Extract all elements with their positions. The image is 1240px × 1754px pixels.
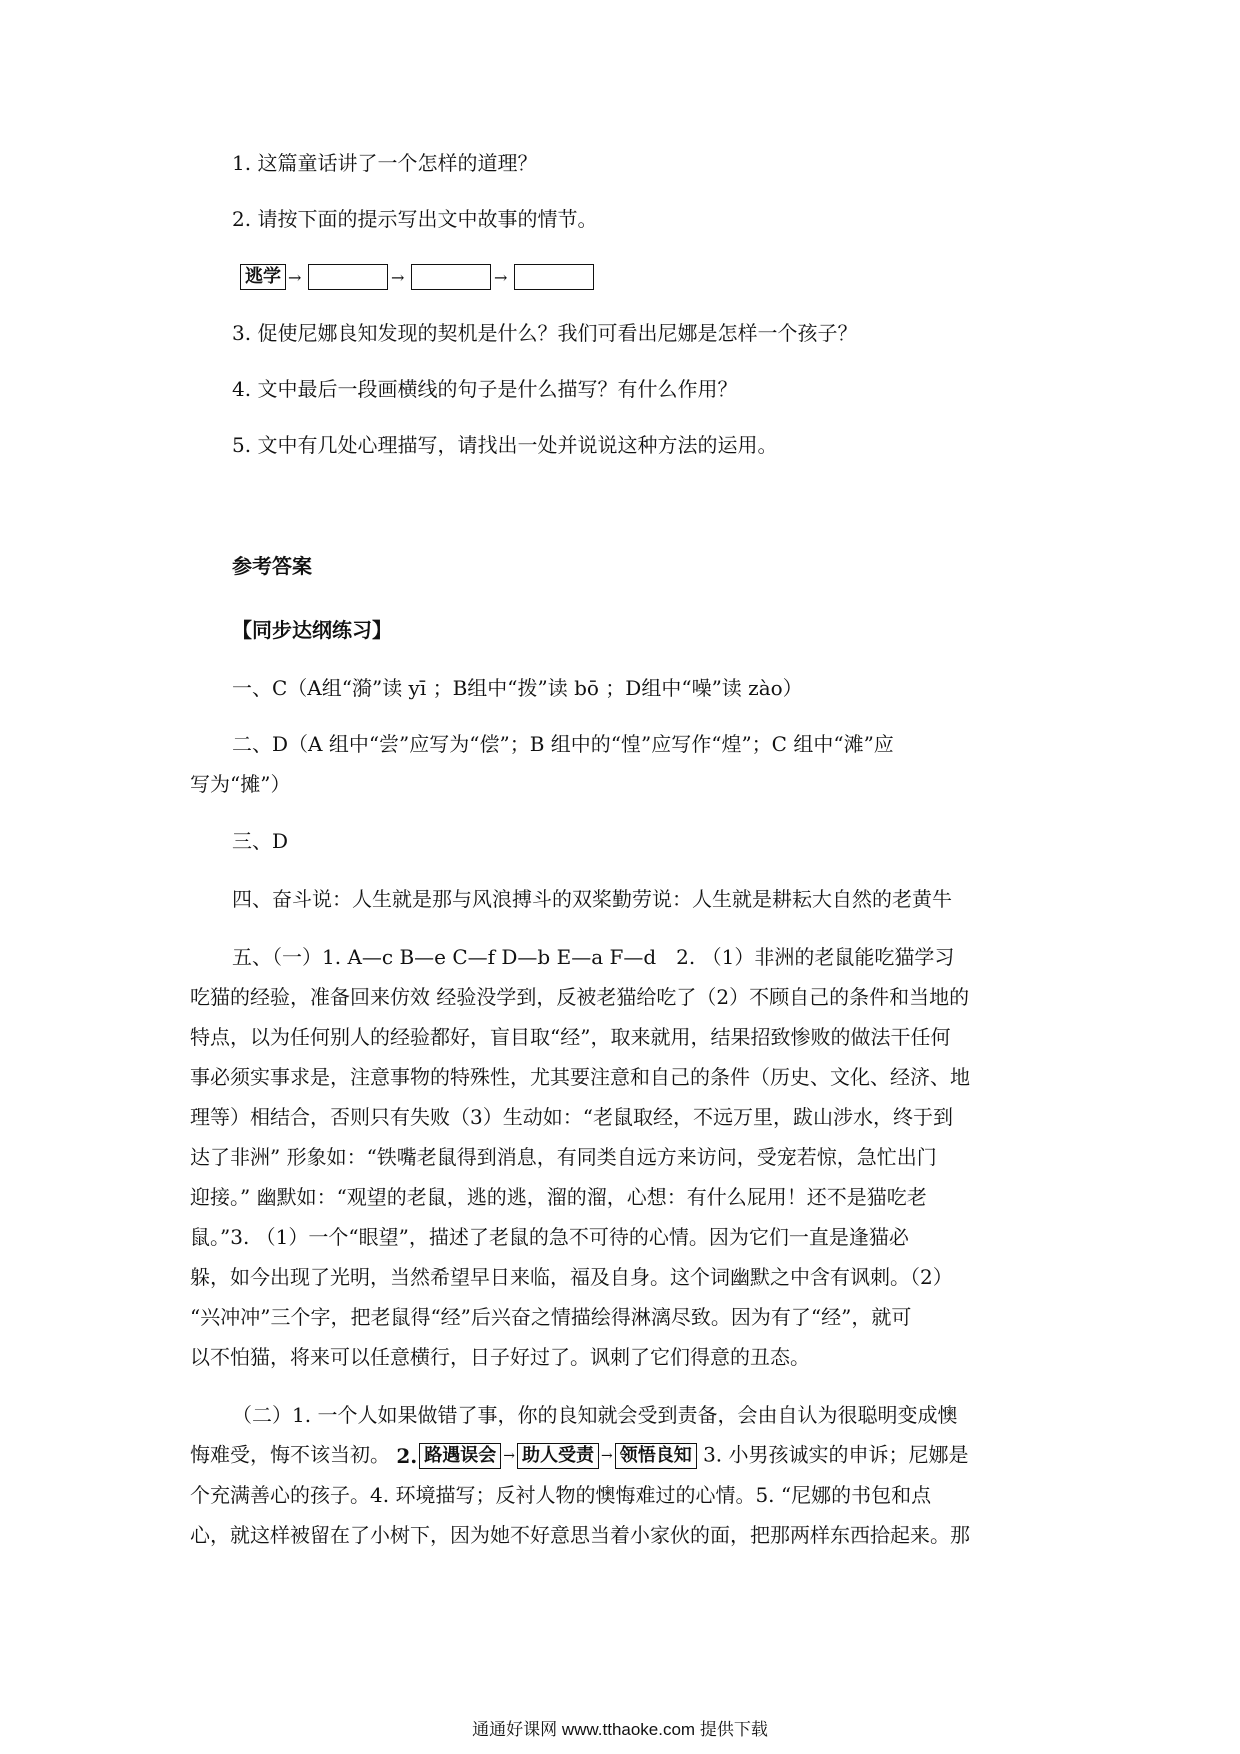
question-2: 2. 请按下面的提示写出文中故事的情节。 (232, 207, 598, 231)
arrow-icon: → (494, 268, 508, 287)
paragraph-line: “兴冲冲”三个字，把老鼠得“经”后兴奋之情描绘得淋漓尽致。因为有了“经”，就可 (190, 1305, 912, 1329)
plot-blank-box (411, 264, 491, 290)
paragraph-line: 以不怕猫，将来可以任意横行，日子好过了。讽刺了它们得意的丑态。 (190, 1345, 810, 1369)
arrow-icon: → (391, 268, 405, 287)
paragraph-line: 个充满善心的孩子。4. 环境描写；反衬人物的懊悔难过的心情。5. “尼娜的书包和点 (190, 1483, 932, 1507)
paragraph-line-with-flow (190, 1443, 969, 1469)
question-5: 5. 文中有几处心理描写，请找出一处并说说这种方法的运用。 (232, 433, 778, 457)
question-1: 1. 这篇童话讲了一个怎样的道理？ (232, 151, 538, 175)
arrow-icon: → (288, 268, 302, 287)
answer-2-line-2: 写为“摊”） (190, 772, 291, 796)
paragraph-line: 达了非洲” 形象如：“铁嘴老鼠得到消息，有同类自远方来访问，受宠若惊，急忙出门 (190, 1145, 937, 1169)
paragraph-line: 迎接。” 幽默如：“观望的老鼠，逃的逃，溜的溜，心想：有什么屁用！还不是猫吃老 (190, 1185, 927, 1209)
plot-start-box: 逃学 (240, 264, 286, 290)
answer-4: 四、奋斗说：人生就是那与风浪搏斗的双桨勤劳说：人生就是耕耘大自然的老黄牛 (232, 887, 952, 911)
answers-heading: 参考答案 (232, 554, 312, 578)
answer-2-line-1: 二、D（A 组中“尝”应写为“偿”；B 组中的“惶”应写作“煌”；C 组中“滩”应 (232, 732, 894, 756)
paragraph-line: 鼠。”3. （1）一个“眼望”，描述了老鼠的急不可待的心情。因为它们一直是逢猫必 (190, 1225, 909, 1249)
answer-flow-diagram (396, 1443, 696, 1469)
arrow-icon: → (600, 1447, 613, 1464)
flow-box: 路遇误会 (419, 1443, 501, 1469)
paragraph-line: 五、（一）1. A—c B—e C—f D—b E—a F—d 2. （1）非洲的老鼠能吃猫学习 (232, 945, 955, 969)
answer-3: 三、D (232, 829, 289, 853)
plot-blank-box (308, 264, 388, 290)
paragraph-text: 3. 小男孩诚实的申诉；尼娜是 (703, 1442, 969, 1467)
paragraph-line: 特点，以为任何别人的经验都好，盲目取“经”，取来就用，结果招致惨败的做法干任何 (190, 1025, 951, 1049)
paragraph-line: 吃猫的经验，准备回来仿效 经验没学到，反被老猫给吃了（2）不顾自己的条件和当地的 (190, 985, 970, 1009)
paragraph-line: 心，就这样被留在了小树下，因为她不好意思当着小家伙的面，把那两样东西拾起来。那 (190, 1523, 970, 1547)
plot-blank-box (514, 264, 594, 290)
section-heading: 【同步达纲练习】 (232, 618, 392, 642)
flow-number: 2. (396, 1443, 418, 1468)
paragraph-line: （二）1. 一个人如果做错了事，你的良知就会受到责备，会由自认为很聪明变成懊 (232, 1403, 958, 1427)
paragraph-line: 事必须实事求是，注意事物的特殊性，尤其要注意和自己的条件（历史、文化、经济、地 (190, 1065, 970, 1089)
flow-box: 助人受责 (517, 1443, 599, 1469)
question-4: 4. 文中最后一段画横线的句子是什么描写？有什么作用？ (232, 377, 738, 401)
page-footer: 通通好课网 www.tthaoke.com 提供下载 (472, 1720, 768, 1739)
question-3: 3. 促使尼娜良知发现的契机是什么？我们可看出尼娜是怎样一个孩子？ (232, 321, 858, 345)
paragraph-text: 悔难受，悔不该当初。 (190, 1442, 390, 1467)
paragraph-line: 理等）相结合，否则只有失败（3）生动如：“老鼠取经，不远万里，跋山涉水，终于到 (190, 1105, 953, 1129)
paragraph-line: 躲，如今出现了光明，当然希望早日来临，福及自身。这个词幽默之中含有讽刺。（2） (190, 1265, 953, 1289)
arrow-icon: → (503, 1447, 515, 1464)
answer-1: 一、C（A组“漪”读 yī ；B组中“拨”读 bō ；D组中“噪”读 zào） (232, 676, 803, 700)
flow-box: 领悟良知 (615, 1443, 697, 1469)
